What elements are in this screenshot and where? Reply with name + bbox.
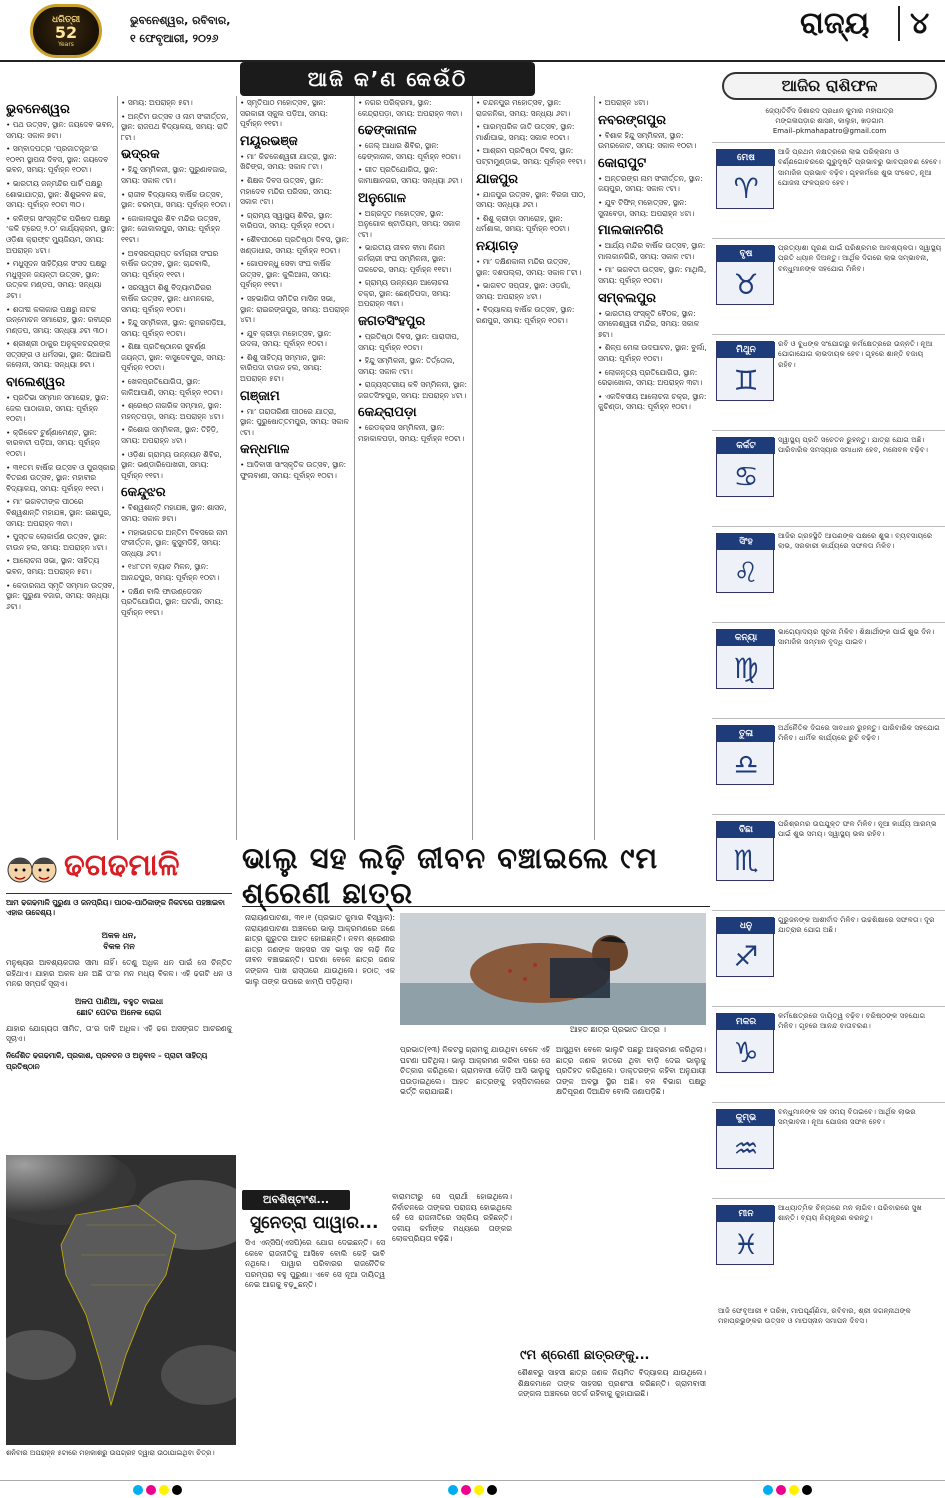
event-item: • ଭାଗବତ ସପ୍ତାହ, ସ୍ଥାନ: ଓଡ଼ଗାଁ, ସମୟ: ଅପରାହ୍ନ ୪ଟା।: [476, 281, 571, 301]
event-item: • ଶିଶୁ କ୍ରୀଡ଼ା ସମାରୋହ, ସ୍ଥାନ: ଧର୍ମଶାଳା, ସମୟ: ପୂର୍ବାହ୍ନ ୧୦ଟା।: [476, 213, 570, 234]
zodiac-prediction: ସ୍ୱାସ୍ଥ୍ୟ ପ୍ରତି ସଚେତନ ରୁହନ୍ତୁ। ଯାତ୍ରା ଯୋଗ ଅଛି। ପାରିବାରିକ ସମସ୍ୟାର ସମାଧାନ ହେବ, ମନୋବଳ ବଢ଼ିବ।: [778, 435, 928, 455]
satellite-caption: ଶନିବାର ଅପରାହ୍ନ ୫ଟାରେ ମହାକାଶରୁ ଉପଗ୍ରହ ଦ୍ୱାରା ଉଠାଯାଇଥିବା ଚିତ୍ର।: [6, 1449, 215, 1457]
story-headline: ଭାଲୁ ସହ ଲଢ଼ି ଜୀବନ ବଞ୍ଚାଇଲେ ୯ମ ଶ୍ରେଣୀ ଛାତ୍ର: [242, 845, 710, 907]
black-dot-icon: [802, 1485, 812, 1495]
event-item: • ଅନ୍ତିମ ଉତ୍ସବ ଓ ନାମ ସଂକୀର୍ତ୍ତନ, ସ୍ଥାନ: ରାଜପଥ ବିଦ୍ୟାଳୟ, ସମୟ: ରାତି ୮ଟା।: [121, 111, 229, 142]
listing-column: [598, 98, 708, 838]
event-item: • ଭାରତୀୟ ସଂସ୍କୃତି ବୈଠକ, ସ୍ଥାନ: ସମଲେଶ୍ୱରୀ ମନ୍ଦିର, ସମୟ: ସକାଳ ୭ଟା।: [598, 308, 700, 339]
zodiac-sign-name: କୁମ୍ଭ: [717, 1110, 775, 1126]
event-item: • ଶତାବ୍ଦୀ କଳାକାର ପକ୍ଷରୁ ନାଟକ ଉନ୍ମୋଚନ ସମାରୋହ, ସ୍ଥାନ: ରବୀନ୍ଦ୍ର ମଣ୍ଡପ, ସମୟ: ସନ୍ଧ୍ୟା ୬ଟା ୩୦।: [6, 304, 112, 335]
zodiac-sign-box: [716, 341, 774, 401]
story-column-2: ପ୍ରଭାତ(୧୩) ନିକଟସ୍ଥ ଗ୍ରାମକୁ ଯାଉଥିବା ବେଳେ ଏହି ଘଟଣା ଘଟିଥିଲା। ଭାଲୁ ଆକ୍ରମଣ କରିବା ପରେ ସେ ଚିତ୍କାର କରିଥିଲେ। ଗ୍ରାମବାସୀ ଦୌଡ଼ି ଆସି ଭାଲୁକୁ ଘଉଡ଼ାଇଥିଲେ। ଆହତ ଛାତ୍ରଙ୍କୁ ହସ୍ପିଟାଲରେ ଭର୍ତ୍ତି କରାଯାଇଛି।: [400, 1045, 550, 1097]
zodiac-sign-name: ମିଥୁନ: [717, 342, 775, 358]
event-item: • ଖେଳପ୍ରତିଯୋଗିତା, ସ୍ଥାନ: କାଳିଆପାଣି, ସମୟ: ପୂର୍ବାହ୍ନ ୧୦ଟା।: [121, 377, 223, 397]
dateline: [130, 12, 230, 48]
event-item: • ଶ୍ରୀଶ୍ରୀ ଠାକୁର ଅନୁକୂଳଚନ୍ଦ୍ରଙ୍କ ସତ୍ସଙ୍ଗ ଓ ଧର୍ମସଭା, ସ୍ଥାନ: ଭିଆଇପି କଲୋନୀ, ସମୟ: ସନ୍ଧ୍ୟା ୭ଟା।: [6, 339, 112, 370]
horoscope-entry: [712, 526, 945, 622]
event-item: • ମା’ ତାରାତାରିଣୀ ପୀଠରେ ଯାତ୍ରା, ସ୍ଥାନ: ପୁରୁଷୋତ୍ତମପୁର, ସମୟ: ସକାଳ ୯ଟା।: [240, 406, 349, 437]
event-item: • ଯୁବ କ୍ରୀଡ଼ା ମହୋତ୍ସବ, ସ୍ଥାନ: ଉଦଳା, ସମୟ: ପୂର୍ବାହ୍ନ ୧୦ଟା।: [240, 328, 332, 349]
event-item: • ପ୍ରତିଷ୍ଠା ଦିବସ, ସ୍ଥାନ: ପାରାଦୀପ, ସମୟ: ପୂର୍ବାହ୍ନ ୧୦ଟା।: [358, 331, 460, 352]
zodiac-sign-box: [716, 917, 774, 977]
feature-title-bar: [6, 846, 232, 894]
horoscope-footer-note: ଆଜି ଫେବୃଆରୀ ୧ ତାରିଖ, ମାଘପୂର୍ଣ୍ଣିମା, ରବିବାର, ଶ୍ରୀ ଜଗନ୍ନାଥଙ୍କ ମହାପ୍ରଭୁଙ୍କର ଉତ୍ସବ ଓ ମାଘସ୍ନାନ ସମାପନ ଦିବସ।: [718, 1306, 911, 1326]
logo-anniversary-number: 52: [54, 22, 78, 42]
yellow-dot-icon: [789, 1485, 799, 1495]
horoscope-entry: [712, 142, 945, 238]
event-item: • ଆର୍ଯ୍ୟ ମନ୍ଦିର ବାର୍ଷିକ ଉତ୍ସବ, ସ୍ଥାନ: ମାଲକାନଗିରି, ସମୟ: ସକାଳ ୯ଟା।: [598, 241, 706, 261]
event-item: • ପ୍ରତିଭା ସମ୍ମାନ ସମାରୋହ, ସ୍ଥାନ: ଜେଲ ପାଠାଗାର, ସମୟ: ପୂର୍ବାହ୍ନ ୧୦ଟା।: [6, 393, 109, 424]
astrologer-credit: [722, 106, 937, 136]
zodiac-prediction: ଆଜି ପ୍ରଥମ ନକ୍ଷତ୍ରରେ ଲାଭ ପରିକ୍ରମା ଓ ବର୍ଣ୍ଣଗୋଚରରେ ଗୁରୁଦୃଷ୍ଟି ପ୍ରଭାବରୁ ଭାବପ୍ରବଣ ହେବେ। ସାମାଜିକ ପ୍ରଭାବ ବଢ଼ିବ। ଗୃହକର୍ମରେ ଶୁଭ ସଂକେତ, ନୂଆ ଯୋଜନା ଫଳପ୍ରଦ ହେବ।: [778, 147, 941, 187]
horoscope-entry: [712, 334, 945, 430]
feature-credit: ନିର୍ଦ୍ଦେଶିତ ଢଗଢମାଳି, ପ୍ରକାଶ, ପ୍ରବଚନ ଓ ଅନୁବାଦ – ପ୍ରାଚୀ ସାହିତ୍ୟ ପ୍ରତିଷ୍ଠାନ: [6, 1050, 208, 1071]
continued-subhead-1: ସୁନେତ୍ରା ପାୱାର...: [250, 1213, 379, 1233]
district-heading: କୋରାପୁଟ: [598, 155, 647, 171]
listing-column: [6, 98, 116, 838]
zodiac-sign-name: ମୀନ: [717, 1206, 775, 1222]
horoscope-entry: [712, 1006, 945, 1102]
zodiac-sign-name: ଧନୁ: [717, 918, 775, 934]
event-item: • ଅନ୍ତରଙ୍ଗ ନାମ ସଂକୀର୍ତ୍ତନ, ସ୍ଥାନ: ଜୟପୁର, ସମୟ: ସକାଳ ୯ଟା।: [598, 173, 703, 194]
event-item: • ଗୀତ ପ୍ରତିଯୋଗିତା, ସ୍ଥାନ: କାମାକ୍ଷାନଗର, ସମୟ: ସନ୍ଧ୍ୟା ୬ଟା।: [358, 165, 463, 185]
story-column-1b: [245, 1045, 395, 1185]
taurus-icon: ♉: [733, 267, 759, 301]
event-item: • କେଦାରନାଥ ସ୍ମୃତି ସମ୍ମାନ ଉତ୍ସବ, ସ୍ଥାନ: ପୁରୁଣା ବଜାର, ସମୟ: ସନ୍ଧ୍ୟା ୬ଟା।: [6, 580, 115, 611]
feature-tagline: ଆମ ଢଗଢମାଳି ପୁରୁଣା ଓ ଜନପ୍ରିୟ। ପାଠକ-ପାଠିକାଙ୍କ ନିକଟରେ ପହଞ୍ଚାଇବା ଏହାର ଉଦ୍ଦେଶ୍ୟ।: [6, 898, 225, 918]
black-dot-icon: [487, 1485, 497, 1495]
column-divider: [594, 96, 595, 840]
zodiac-sign-name: କର୍କଟ: [717, 438, 775, 454]
yellow-dot-icon: [159, 1485, 169, 1495]
zodiac-prediction: ବନ୍ଧୁମାନଙ୍କ ସହ ସମୟ ବିତାଇବେ। ଆର୍ଥିକ ଲାଭର ସମ୍ଭାବନା। ନୂଆ ଯୋଜନା ସଫଳ ହେବ।: [778, 1107, 916, 1127]
event-item: • ବିଦ୍ୟାଳୟ ବାର୍ଷିକ ଉତ୍ସବ, ସ୍ଥାନ: ରଣପୁର, ସମୟ: ପୂର୍ବାହ୍ନ ୧୦ଟା।: [476, 305, 575, 325]
libra-icon: ♎: [733, 747, 759, 781]
horoscope-entry: [712, 814, 945, 910]
event-item: • ଅବସରପ୍ରାପ୍ତ କର୍ମଚାରୀ ସଂଘର ବାର୍ଷିକ ଉତ୍ସବ, ସ୍ଥାନ: ଚାନ୍ଦବାଲି, ସମୟ: ପୂର୍ବାହ୍ନ ୧୧ଟା।: [121, 248, 219, 279]
proverb-explanation-2: ଯାହାର ଯୋଗ୍ୟତା ସୀମିତ, ତା’ର ଦାବି ଅଧିକ। ଏହି ଢଗ ଅସଙ୍ଗତ ଆଚରଣକୁ ସୂଚାଏ।: [6, 1023, 232, 1044]
masthead: [0, 0, 945, 62]
continued-column-2: ବାରାମତୀରୁ ସେ ପ୍ରାର୍ଥୀ ହୋଇଥିଲେ। ନିର୍ବାଚନରେ ତାଙ୍କର ପରାଜୟ ହୋଇଥିଲେ ହେଁ ସେ ରାଜନୀତିରେ ସକ୍ରିୟ ରହିଛନ୍ତି। ଦଳୀୟ କର୍ମୀଙ୍କ ମଧ୍ୟରେ ତାଙ୍କର ଲୋକପ୍ରିୟତା ବଢ଼ିଛି।: [392, 1192, 512, 1244]
listing-column: [358, 98, 468, 838]
listing-column: [476, 98, 586, 838]
page-number: ୪: [898, 6, 929, 41]
injured-student-image: [400, 913, 706, 1025]
column-divider: [117, 96, 118, 840]
district-heading: କେନ୍ଦୁଝର: [121, 485, 166, 501]
event-item: • ଭାରତୀୟ ଜନ୍ମନ୍ଦିର ପାର୍ଟି ପକ୍ଷରୁ ଶୋଭାଯାତ୍ରା, ସ୍ଥାନ: ଶିଶୁଭବନ ଛକ, ସମୟ: ପୂର୍ବାହ୍ନ ୧୦ଟା ୩୦।: [6, 178, 107, 210]
zodiac-sign-name: ତୁଳା: [717, 726, 775, 742]
zodiac-sign-name: ବୃଷ: [717, 246, 775, 262]
pisces-icon: ♓: [733, 1227, 759, 1261]
events-banner: ଆଜି କ’ଣ କେଉଁଠି: [240, 62, 535, 96]
event-item: • ୩୧ତମ ବାର୍ଷିକ ଉତ୍ସବ ଓ ପୁରସ୍କାର ବିତରଣ ଉତ୍ସବ, ସ୍ଥାନ: ମହାବୀର ବିଦ୍ୟାଳୟ, ସମୟ: ପୂର୍ବାହ୍ନ ୧୧ଟା।: [6, 462, 116, 493]
astrologer-address: ମଙ୍ଗଳାପଡ଼ାର ଶାସନ, କାଲୁହା, ଖଡ଼ଗାମ: [775, 117, 884, 125]
zodiac-sign-box: [716, 725, 774, 785]
magenta-dot-icon: [461, 1485, 471, 1495]
event-item: • ଶିକ୍ଷା ପ୍ରତିଷ୍ଠାନର ସୁବର୍ଣ୍ଣ ଜୟନ୍ତୀ, ସ୍ଥାନ: ବାସୁଦେବପୁର, ସମୟ: ପୂର୍ବାହ୍ନ ୧୦ଟା।: [121, 342, 226, 373]
magenta-dot-icon: [146, 1485, 156, 1495]
section-title: ରାଜ୍ୟ: [800, 6, 870, 41]
sagittarius-icon: ♐: [733, 939, 759, 973]
district-heading: ଜଗତସିଂହପୁର: [358, 313, 426, 329]
event-item: • ସ୍ମୃତିପାଠ ମହୋତ୍ସବ, ସ୍ଥାନ: ସରକାରୀ ସ୍କୁଲ ପଡ଼ିଆ, ସମୟ: ପୂର୍ବାହ୍ନ ୧୧ଟା।: [240, 98, 328, 129]
event-item: • ଯୁବ ଟିଫିନ୍‌ ମହୋତ୍ସବ, ସ୍ଥାନ: ସୁନାବେଡ଼ା, ସମୟ: ଅପରାହ୍ନ ୪ଟା।: [598, 197, 695, 218]
zodiac-sign-box: [716, 149, 774, 209]
event-item: • କଳିଙ୍ଗ ସାଂସ୍କୃତିକ ପରିଷଦ ପକ୍ଷରୁ ‘କଳି ଟ୍ରେଡ୍ ୨.୦’ କାର୍ଯ୍ୟକ୍ରମ, ସ୍ଥାନ: ଓଡ଼ିଶା କ୍ରାଫ୍ଟ ମ୍ୟୁଜିୟମ, ସମୟ: ଅପରାହ୍ନ ୪ଟା।: [6, 213, 115, 255]
event-item: • ଓଡ଼ିଶା ଗ୍ରାମ୍ୟ ଉନ୍ନୟନ ଶିବିର, ସ୍ଥାନ: ଭଣ୍ଡାରିପୋଖରୀ, ସମୟ: ପୂର୍ବାହ୍ନ ୧୧ଟା।: [121, 449, 222, 480]
event-item: • ଜେଲ୍ ଆଧାର ଶିବିର, ସ୍ଥାନ: ଢେଙ୍କାନାଳ, ସମୟ: ପୂର୍ବାହ୍ନ ୧୦ଟା।: [358, 141, 461, 161]
district-heading: ବାଲେଶ୍ୱର: [6, 375, 65, 391]
event-item: • ମା’ ଦକ୍ଷିଣକାଳୀ ମନ୍ଦିର ଉତ୍ସବ, ସ୍ଥାନ: ଦଶପଲ୍ଲା, ସମୟ: ସକାଳ ୮ଟା।: [476, 256, 582, 277]
event-item: • ବିଶାଳ ହିନ୍ଦୁ ସମ୍ମିଳନୀ, ସ୍ଥାନ: ଉମରକୋଟ, ସମୟ: ସକାଳ ୧୦ଟା।: [598, 130, 697, 151]
feature-body: [6, 924, 232, 1072]
leo-icon: ♌: [733, 555, 759, 589]
horoscope-entry: [712, 430, 945, 526]
column-divider: [472, 96, 473, 840]
zodiac-prediction: କର୍ମକ୍ଷେତ୍ରରେ ଦାୟିତ୍ୱ ବଢ଼ିବ। ବରିଷ୍ଠଙ୍କ ସହଯୋଗ ମିଳିବ। ଗୃହରେ ଆନନ୍ଦ ବାତାବରଣ।: [778, 1011, 926, 1031]
event-item: • ଶୈବପୀଠରେ ପ୍ରତିଷ୍ଠା ଦିବସ, ସ୍ଥାନ: ଖଣ୍ଡାଧାର, ସମୟ: ପୂର୍ବାହ୍ନ ୧୦ଟା।: [240, 234, 350, 255]
event-item: • ଜୋକାଲପୁର ଶିବ ମନ୍ଦିର ଉତ୍ସବ, ସ୍ଥାନ: ଜୋକାଲପୁର, ସମୟ: ପୂର୍ବାହ୍ନ ୧୧ଟା।: [121, 213, 221, 244]
yellow-dot-icon: [474, 1485, 484, 1495]
print-registration-bar: [0, 1480, 945, 1498]
horoscope-entry: [712, 1102, 945, 1198]
photo-caption: ଆହତ ଛାତ୍ର ପ୍ରଭାତ ପାତ୍ର ।: [400, 1025, 706, 1039]
zodiac-sign-box: [716, 437, 774, 497]
black-dot-icon: [172, 1485, 182, 1495]
proverb-title-2: ଅଳପ ପାଣିଆ, ବହୁତ ବାଇଧା ଛୋଟ ପେଟର ଅନେକ ରୋଗ: [74, 996, 164, 1017]
horoscope-panel: [712, 66, 945, 1378]
astrologer-email: Email–pkmahapatro@gmail.com: [772, 127, 887, 135]
zodiac-sign-box: [716, 821, 774, 881]
district-heading: ଯାଜପୁର: [476, 171, 519, 187]
newspaper-logo: [30, 4, 102, 58]
district-heading: ନୟାଗଡ଼: [476, 238, 519, 254]
column-divider: [354, 96, 355, 840]
event-item: • ରାଜ୍ୟସ୍ତରୀୟ କବି ସମ୍ମିଳନୀ, ସ୍ଥାନ: ଜଗତସିଂହପୁର, ସମୟ: ଅପରାହ୍ନ ୪ଟା।: [358, 380, 467, 400]
event-item: • ଗ୍ରାମ୍ୟ ସ୍ୱାସ୍ଥ୍ୟ ଶିବିର, ସ୍ଥାନ: ବାରିପଦା, ସମୟ: ପୂର୍ବାହ୍ନ ୧୦ଟା।: [240, 210, 334, 231]
horoscope-entry: [712, 238, 945, 334]
district-heading: ଅନୁଗୋଳ: [358, 190, 407, 206]
student-photo: [400, 913, 706, 1025]
registration-marks-right: [763, 1485, 812, 1495]
event-item: • ୧୪୮ତମ ବ୍ୟାଚ ମିଳନ, ସ୍ଥାନ: ଆନନ୍ଦପୁର, ସମୟ: ପୂର୍ବାହ୍ନ ୧୦ଟା।: [121, 562, 220, 582]
continued-column-3: ଶୈଶବରୁ ସାହସୀ ଛାତ୍ର ଜଣକ ନିୟମିତ ବିଦ୍ୟାଳୟ ଯାଉଥିଲେ। ଶିକ୍ଷକମାନେ ତାଙ୍କ ସାହସର ପ୍ରଶଂସା କରିଛନ୍ତି। ଗ୍ରାମବାସୀ ଜଙ୍ଗଲ ଅଞ୍ଚଳରେ ସତର୍କ ରହିବାକୁ କୁହାଯାଇଛି।: [518, 1368, 706, 1399]
zodiac-sign-box: [716, 533, 774, 593]
cancer-icon: ♋: [733, 459, 759, 493]
district-heading: ଗଞ୍ଜାମ: [240, 388, 280, 404]
event-item: • ହିନ୍ଦୁ ସମ୍ମିଳନୀ, ସ୍ଥାନ: କୁମରଗଡ଼ିଆ, ସମୟ: ପୂର୍ବାହ୍ନ ୧୦ଟା।: [121, 318, 227, 338]
event-item: • ସମୟ: ଅପରାହ୍ନ ୫ଟା।: [121, 98, 193, 107]
event-item: • ହିନ୍ଦୁ ସମ୍ମିଳନୀ, ସ୍ଥାନ: ତିର୍ତ୍ତୋଲ, ସମୟ: ସକାଳ ୯ଟା।: [358, 356, 455, 376]
zodiac-sign-name: ବିଛା: [717, 822, 775, 838]
event-item: • ହିନ୍ଦୁ ସମ୍ମିଳନୀ, ସ୍ଥାନ: ପୁରୁଣାବଜାର, ସମୟ: ସକାଳ ୯ଟା।: [121, 165, 228, 185]
event-item: • ଚନ୍ଦନପୁର ମହୋତ୍ସବ, ସ୍ଥାନ: ରାଜକନିକା, ସମୟ: ସନ୍ଧ୍ୟା ୬ଟା।: [476, 98, 571, 118]
event-item: • କିଶୋର ସମ୍ମିଳନୀ, ସ୍ଥାନ: ତିହିଡ଼ି, ସମୟ: ଅପରାହ୍ନ ୪ଟା।: [121, 425, 219, 446]
zodiac-prediction: ଅର୍ଥନୈତିକ ଦିଗରେ ସାବଧାନ ରୁହନ୍ତୁ। ପାରିବାରିକ ସହଯୋଗ ମିଳିବ। ଧାର୍ମିକ କାର୍ଯ୍ୟରେ ରୁଚି ବଢ଼ିବ।: [778, 723, 940, 743]
zodiac-prediction: ଗୁରୁଜନଙ୍କ ଆଶୀର୍ବାଦ ମିଳିବ। ଉଚ୍ଚଶିକ୍ଷାରେ ସଫଳତା। ଦୂର ଯାତ୍ରାର ଯୋଗ ଅଛି।: [778, 915, 935, 935]
district-heading: ନବରଙ୍ଗପୁର: [598, 112, 667, 128]
horoscope-entry: [712, 1198, 945, 1294]
listing-column: [240, 98, 350, 838]
horoscope-entry: [712, 718, 945, 814]
zodiac-prediction: ଆଜିର ଗ୍ରହସ୍ଥିତି ଆପଣଙ୍କ ପକ୍ଷରେ ଶୁଭ। ବ୍ୟବସାୟରେ ଲାଭ, ସରକାରୀ କାର୍ଯ୍ୟରେ ସଫଳତା ମିଳିବ।: [778, 531, 933, 551]
zodiac-sign-name: ସିଂହ: [717, 534, 775, 550]
zodiac-sign-box: [716, 1109, 774, 1169]
event-item: • ରେଡକ୍ରସ ସମ୍ମିଳନୀ, ସ୍ଥାନ: ମହାକାଳପଡ଼ା, ସମୟ: ପୂର୍ବାହ୍ନ ୧୦ଟା।: [358, 423, 465, 444]
proverb-explanation-1: ମନୁଷ୍ୟର ଆବଶ୍ୟକତାର ସୀମା ନାହିଁ। ତେଣୁ ଅଧିକ ଧନ ପାଇଁ ସେ ଚିନ୍ତିତ ରହିଥାଏ। ଯାହାର ଅକଳ ଧନ ଅଛି ତା’ର ମନ ମଧ୍ୟ ବିକଳ। ଏହି ଢଗଟି ଧନ ଓ ମନର ସମ୍ପର୍କ ସୂଚାଏ।: [6, 958, 232, 989]
zodiac-sign-name: ମକର: [717, 1014, 775, 1030]
event-item: • ମହାଭାରତର ଅନ୍ତିମ ଦିବସରେ ନାମ ସଂକୀର୍ତ୍ତନ, ସ୍ଥାନ: କୁସୁମଡିହି, ସମୟ: ସନ୍ଧ୍ୟା ୬ଟା।: [121, 527, 228, 558]
scorpio-icon: ♏: [733, 843, 759, 877]
event-item: • ପାରମ୍ପରିକ ଜାତି ଉତ୍ସବ, ସ୍ଥାନ: ମାର୍ଶାଘାଇ, ସମୟ: ସକାଳ ୧୦ଟା।: [476, 122, 575, 142]
event-item: • ଯାଜପୁର ଉତ୍ସବ, ସ୍ଥାନ: ବିରଜା ପୀଠ, ସମୟ: ସନ୍ଧ୍ୟା ୬ଟା।: [476, 189, 586, 210]
continued-subhead-2: ୯ମ ଶ୍ରେଣୀ ଛାତ୍ରଙ୍କୁ...: [520, 1348, 650, 1363]
event-item: • ରାଜୀବ ବିଦ୍ୟାଳୟ ବାର୍ଷିକ ଉତ୍ସବ, ସ୍ଥାନ: ଚରମ୍ପା, ସମୟ: ପୂର୍ବାହ୍ନ ୧୦ଟା।: [121, 189, 231, 210]
astrologer-name: ଜ୍ୟୋତିର୍ବିଦ ଜିଶାରଦ ପ୍ରଧାନ କୁମାର ମହାପାତ୍ର: [765, 107, 894, 115]
continued-column-1: ସିଏ ଏନ୍‌ସିପି(ଏସପି)ରେ ଯୋଗ ଦେଇଛନ୍ତି। ସେ କେବେ ରାଜନୀତିକୁ ଆସିବେ ବୋଲି କେହି ଭାବି ନଥିଲେ। ପାୱାର ପରିବାରର ରାଜନୈତିକ ପରମ୍ପରା ବହୁ ପୁରୁଣା। ଏବେ ସେ ନୂଆ ଦାୟିତ୍ୱ ନେଇ ଆଗକୁ ବଢ଼ୁଛନ୍ତି।: [245, 1238, 385, 1290]
logo-years-label: Years: [58, 40, 74, 48]
dateline-date: ୧ ଫେବୃଆରୀ, ୨୦୨୬: [130, 32, 219, 45]
zodiac-prediction: ଭାଗ୍ୟୋଦୟର ସୂଚନା ମିଳିବ। ଶିକ୍ଷାର୍ଥୀଙ୍କ ପାଇଁ ଶୁଭ ଦିନ। ସାମାଜିକ ସମ୍ମାନ ବୃଦ୍ଧି ପାଇବ।: [778, 627, 935, 647]
zodiac-sign-name: କନ୍ୟା: [717, 630, 775, 646]
cartoon-faces-icon: [6, 850, 58, 890]
gemini-icon: ♊: [733, 363, 759, 397]
event-item: • ମା’ ଭଗବତୀଙ୍କ ପୀଠରେ ବିଶ୍ୱଶାନ୍ତି ମହାଯଜ୍ଞ, ସ୍ଥାନ: ଇଛାପୁର, ସମୟ: ଅପରାହ୍ନ ୩ଟା।: [6, 497, 112, 528]
capricorn-icon: ♑: [733, 1035, 759, 1069]
aquarius-icon: ♒: [733, 1131, 759, 1165]
event-item: • ଅଗ୍ରଦୂତ ମହୋତ୍ସବ, ସ୍ଥାନ: ଅନୁଗୋଳ ଷ୍ଟାଡିୟମ, ସମୟ: ସକାଳ ୯ଟା।: [358, 208, 461, 239]
district-heading: କେନ୍ଦ୍ରାପଡ଼ା: [358, 405, 417, 421]
story-column-3: ଆସୁଥିବା ବେଳେ ଭାଲୁଟି ପଛରୁ ଆକ୍ରମଣ କରିଥିଲା। ଛାତ୍ର ଜଣକ ହାତରେ ଥିବା ବାଡ଼ି ଦେଇ ଭାଲୁକୁ ପ୍ରତିହତ କରିଥିଲେ। ଡାକ୍ତରଙ୍କ କହିବା ଅନୁଯାୟୀ ତାଙ୍କ ଅବସ୍ଥା ସ୍ଥିର ଅଛି। ବନ ବିଭାଗ ପକ୍ଷରୁ କ୍ଷତିପୂରଣ ଦିଆଯିବ ବୋଲି ଜଣାପଡ଼ିଛି।: [556, 1045, 706, 1097]
event-item: • ସରସ୍ୱତୀ ଶିଶୁ ବିଦ୍ୟାମନ୍ଦିରର ବାର୍ଷିକ ଉତ୍ସବ, ସ୍ଥାନ: ଧାମନଗର, ସମୟ: ପୂର୍ବାହ୍ନ ୧୦ଟା।: [121, 283, 215, 314]
satellite-weather-image: [6, 1155, 236, 1445]
feature-logo: ଢଗଢମାଳି: [64, 848, 180, 883]
zodiac-prediction: ପ୍ରତ୍ୟାଶା ପୂରଣ ପାଇଁ ପରିଶ୍ରମର ଆବଶ୍ୟକତା। ସ୍ୱାସ୍ଥ୍ୟ ପ୍ରତି ଧ୍ୟାନ ଦିଅନ୍ତୁ। ଆର୍ଥିକ ଦିଗରେ ଲାଭ ସମ୍ଭାବନା, ବନ୍ଧୁମାନଙ୍କ ସହଯୋଗ ମିଳିବ।: [778, 243, 942, 273]
event-item: • ଅପରାହ୍ନ ୪ଟା।: [598, 98, 649, 107]
zodiac-sign-name: ମେଷ: [717, 150, 775, 166]
district-heading: ମୟୂରଭଞ୍ଜ: [240, 133, 298, 149]
event-item: • ଆଦିବାସୀ ସାଂସ୍କୃତିକ ଉତ୍ସବ, ସ୍ଥାନ: ଫୁଲବାଣୀ, ସମୟ: ପୂର୍ବାହ୍ନ ୧୦ଟା।: [240, 460, 347, 481]
event-item: • ନଗର ପରିକ୍ରମା, ସ୍ଥାନ: କେନ୍ଦ୍ରାପଡ଼ା, ସମୟ: ଅପରାହ୍ନ ୩ଟା।: [358, 98, 463, 118]
story-column-1: ନାରାୟଣପାଟଣା, ୩୧।୧ (ପ୍ରଭାତ କୁମାର ବିସ୍ୱାଳ): ନାରାୟଣପାଟଣା ଅଞ୍ଚଳରେ ଭାଲୁ ଆକ୍ରମଣରେ ଜଣେ ଛାତ୍ର ଗୁରୁତର ଆହତ ହୋଇଛନ୍ତି। ନବମ ଶ୍ରେଣୀର ଛାତ୍ର ଜଣଙ୍କ ସାହସର ସହ ଭାଲୁ ସହ ଲଢ଼ି ନିଜ ଜୀବନ ବଞ୍ଚାଇଛନ୍ତି। ଘଟଣା ବେଳେ ଛାତ୍ର ଜଣକ ଜଙ୍ଗଲ ପାଖ ରାସ୍ତାରେ ଯାଉଥିଲେ। ହଠାତ୍ ଏକ ଭାଲୁ ତାଙ୍କ ଉପରେ ଝାମ୍ପି ପଡ଼ିଥିଲା।: [245, 913, 395, 986]
event-item: • ଶ୍ରେଷ୍ଠ ନାଗରିକ ସମ୍ମାନ, ସ୍ଥାନ: ମହନ୍ତପଡ଼ା, ସମୟ: ଅପରାହ୍ନ ୪ଟା।: [121, 401, 224, 421]
event-item: • ପୁସ୍ତକ ଲୋକାର୍ପଣ ଉତ୍ସବ, ସ୍ଥାନ: ଟାଉନ ହଲ, ସମୟ: ଅପରାହ୍ନ ୪ଟା।: [6, 532, 107, 552]
zodiac-prediction: ରବି ଓ ବୁଧଙ୍କ ସଂଯୋଗରୁ କର୍ମକ୍ଷେତ୍ରରେ ଉନ୍ନତି। ନୂଆ ଯୋଗାଯୋଗ ଲାଭଦାୟକ ହେବ। ଗୃହରେ ଶାନ୍ତି ବଜାୟ ରହିବ।: [778, 339, 933, 369]
event-item: • ପଥ ଉତ୍ସବ, ସ୍ଥାନ: ଜୟଦେବ ଭବନ, ସମୟ: ସକାଳ ୭ଟା।: [6, 120, 115, 140]
event-item: • ଏକଦିବସୀୟ ଆଲୋଚନା ଚକ୍ର, ସ୍ଥାନ: କୁଚିଣ୍ଡା, ସମୟ: ପୂର୍ବାହ୍ନ ୧୦ଟା।: [598, 391, 707, 412]
event-item: • ମା’ କିଚକେଶ୍ୱରୀ ଯାତ୍ରା, ସ୍ଥାନ: ଖିଚିଙ୍ଗ, ସମୟ: ସକାଳ ୮ଟା।: [240, 151, 337, 172]
continued-banner: ଅବଶିଷ୍ଟାଂଶ...: [242, 1190, 350, 1210]
cyan-dot-icon: [763, 1485, 773, 1495]
registration-marks-left: [133, 1485, 182, 1495]
event-item: • ଶିକ୍ଷକ ଦିବସ ଉତ୍ସବ, ସ୍ଥାନ: ମହାଦେବ ମନ୍ଦିର ପରିସର, ସମୟ: ସକାଳ ୯ଟା।: [240, 175, 332, 207]
continued-column-3a: [518, 1192, 706, 1342]
district-heading: ଢେଙ୍କାନାଳ: [358, 123, 417, 139]
event-item: • ଶିଳ୍ପ ମେଳା ଉଦଘାଟନ, ସ୍ଥାନ: ବୁର୍ଲା, ସମୟ: ପୂର୍ବାହ୍ନ ୧୦ଟା।: [598, 343, 707, 363]
zodiac-sign-box: [716, 1013, 774, 1073]
event-item: • ମା’ ଭଗବତୀ ଉତ୍ସବ, ସ୍ଥାନ: ମାଥିଲି, ସମୟ: ପୂର୍ବାହ୍ନ ୧୦ଟା।: [598, 265, 707, 285]
logo-name: ଧରିତ୍ରୀ: [51, 14, 81, 25]
event-item: • ଗୋପବନ୍ଧୁ ସେବା ସଂଘ ବାର୍ଷିକ ଉତ୍ସବ, ସ୍ଥାନ: କୁଲିଆନା, ସମୟ: ପୂର୍ବାହ୍ନ ୧୧ଟା।: [240, 259, 331, 290]
horoscope-entry: [712, 910, 945, 1006]
horoscope-title: ଆଜିର ରାଶିଫଳ: [722, 72, 937, 100]
event-item: • ଭାରତୀୟ ଜୀବନ ବୀମା ନିଗମ କର୍ମଚାରୀ ସଂଘ ସମ୍ମିଳନୀ, ସ୍ଥାନ: ତାଳଚେର, ସମୟ: ପୂର୍ବାହ୍ନ ୧୧ଟା।: [358, 243, 452, 274]
dateline-place-day: ଭୁବନେଶ୍ୱର, ରବିବାର,: [130, 14, 231, 27]
district-heading: ମାଲକାନଗିରି: [598, 223, 664, 239]
india-map-satellite-icon: [6, 1155, 236, 1445]
listing-column: [121, 98, 231, 838]
district-heading: ସମ୍ବଲପୁର: [598, 290, 656, 306]
event-item: • ଗ୍ରାମ୍ୟ ଉନ୍ନୟନ ଆଲୋଚନା ଚକ୍ର, ସ୍ଥାନ: ଛେଣ୍ଡିପଦା, ସମୟ: ଅପରାହ୍ନ ୩ଟା।: [358, 278, 451, 309]
horoscope-entry: [712, 622, 945, 718]
zodiac-sign-box: [716, 629, 774, 689]
zodiac-prediction: ଆଧ୍ୟାତ୍ମିକ ଚିନ୍ତାରେ ମନ ଲାଗିବ। ପରିବାରରେ ସୁଖ ଶାନ୍ତି। ବ୍ୟୟ ନିୟନ୍ତ୍ରଣ କରନ୍ତୁ।: [778, 1203, 922, 1223]
zodiac-sign-box: [716, 1205, 774, 1265]
zodiac-prediction: ପରିଶ୍ରମର ଉପଯୁକ୍ତ ଫଳ ମିଳିବ। ନୂଆ କାର୍ଯ୍ୟ ଆରମ୍ଭ ପାଇଁ ଶୁଭ ସମୟ। ସ୍ୱାସ୍ଥ୍ୟ ଭଲ ରହିବ।: [778, 819, 937, 839]
event-item: • ଆଶ୍ରମ ପ୍ରତିଷ୍ଠା ଦିବସ, ସ୍ଥାନ: ପଟ୍ଟାମୁଣ୍ଡାଇ, ସମୟ: ପୂର୍ବାହ୍ନ ୧୧ଟା।: [476, 146, 586, 166]
event-item: • ମଧୁସୂଦନ ସାହିତ୍ୟିକ ସଂସଦ ପକ୍ଷରୁ ମଧୁସୂଦନ ଜୟନ୍ତୀ ଉତ୍ସବ, ସ୍ଥାନ: ଉତ୍କଳ ମଣ୍ଡପ, ସମୟ: ସନ୍ଧ୍ୟା ୬ଟା।: [6, 259, 107, 300]
event-item: • ବିଶ୍ୱଶାନ୍ତି ମହାଯଜ୍ଞ, ସ୍ଥାନ: ଶାସନ, ସମୟ: ସକାଳ ୭ଟା।: [121, 503, 227, 523]
event-item: • ଲୋକନୃତ୍ୟ ପ୍ରତିଯୋଗିତା, ସ୍ଥାନ: ରେଢାଖୋଲ, ସମୟ: ଅପରାହ୍ନ ୩ଟା।: [598, 367, 703, 388]
registration-marks-center: [448, 1485, 497, 1495]
proverb-title-1: ଅକଳ ଧନ, ବିକଳ ମନ: [101, 931, 137, 951]
event-item: • ଦକ୍ଷିଣ ବାଲି ଫାଉଣ୍ଡେସନ ପ୍ରତିଯୋଗିତା, ସ୍ଥାନ: ଘଟଗାଁ, ସମୟ: ପୂର୍ବାହ୍ନ ୧୧ଟା।: [121, 586, 224, 617]
column-divider: [236, 96, 237, 840]
event-item: • ଶିଶୁ ସାହିତ୍ୟ ସମ୍ମାନ, ସ୍ଥାନ: ବାରିପଦା ଟାଉନ ହଲ, ସମୟ: ଅପରାହ୍ନ ୫ଟା।: [240, 352, 326, 384]
district-heading: ଭଦ୍ରକ: [121, 147, 160, 163]
event-item: • ଆଲୋଚନା ସଭା, ସ୍ଥାନ: ସାହିତ୍ୟ ଭବନ, ସମୟ: ଅପରାହ୍ନ ୫ଟା।: [6, 556, 100, 576]
cyan-dot-icon: [448, 1485, 458, 1495]
district-heading: ଭୁବନେଶ୍ୱର: [6, 102, 70, 117]
aries-icon: ♈: [733, 171, 759, 205]
district-heading: କନ୍ଧମାଳ: [240, 442, 290, 458]
virgo-icon: ♍: [733, 651, 759, 685]
zodiac-sign-box: [716, 245, 774, 305]
event-item: • ସମ୍ବାଦପତ୍ର ‘ପ୍ରଜାତନ୍ତ୍ର’ର ୧୦୧ମ ସ୍ଥାପନା ଦିବସ, ସ୍ଥାନ: ଜୟଦେବ ଭବନ, ସମୟ: ପୂର୍ବାହ୍ନ ୧୦ଟା।: [6, 144, 109, 175]
magenta-dot-icon: [776, 1485, 786, 1495]
event-item: • କ୍ରିକେଟ ଟୁର୍ଣ୍ଣାମେଣ୍ଟ, ସ୍ଥାନ: ବାରବାଟୀ ପଡ଼ିଆ, ସମୟ: ପୂର୍ବାହ୍ନ ୧୦ଟା।: [6, 427, 100, 459]
event-item: • ସହଭାଗିତା ସମିତିର ମାସିକ ସଭା, ସ୍ଥାନ: ରାଇରଙ୍ଗପୁର, ସମୟ: ଅପରାହ୍ନ ୪ଟା।: [240, 293, 350, 325]
cyan-dot-icon: [133, 1485, 143, 1495]
